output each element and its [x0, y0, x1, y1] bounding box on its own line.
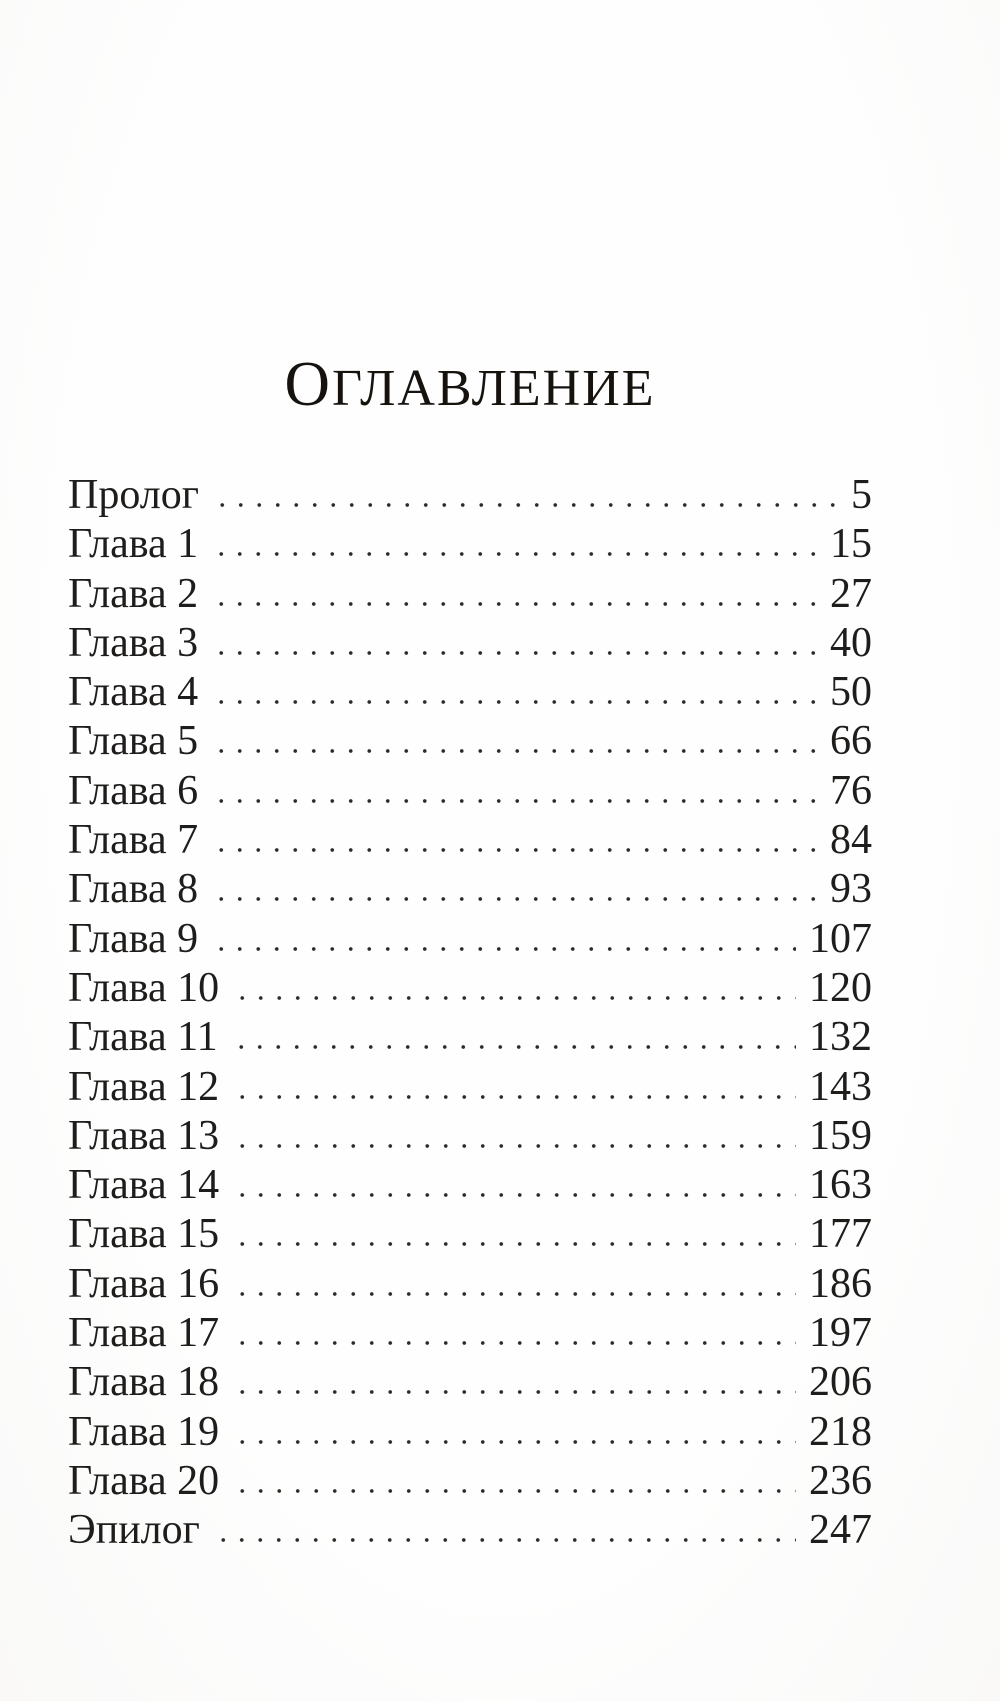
dot-leader: [207, 601, 817, 607]
toc-entry: [68, 1309, 872, 1358]
dot-leader: [228, 1488, 796, 1494]
dot-leader: [228, 1439, 796, 1445]
toc-entry-label: Глава 2: [68, 570, 199, 617]
toc-entry: [68, 1063, 872, 1112]
dot-leader: [228, 1241, 796, 1247]
toc-entry: [68, 915, 872, 964]
toc-entry-page: 186: [809, 1260, 872, 1307]
dot-leader: [207, 748, 817, 754]
dot-leader: [228, 1389, 796, 1395]
toc-entry: [68, 1013, 872, 1062]
toc-list: [68, 471, 872, 1556]
toc-entry-page: 218: [809, 1408, 872, 1455]
dot-leader: [228, 1291, 796, 1297]
toc-entry-label: Глава 19: [68, 1408, 220, 1455]
toc-entry: [68, 717, 872, 766]
toc-entry: [68, 865, 872, 914]
toc-entry-label: Эпилог: [68, 1507, 200, 1554]
toc-entry-page: 143: [809, 1063, 872, 1110]
toc-entry-page: 93: [830, 866, 872, 913]
toc-entry: [68, 1506, 872, 1555]
toc-entry: [68, 1358, 872, 1407]
toc-entry: [68, 964, 872, 1013]
toc-entry-page: 76: [830, 767, 872, 814]
dot-leader: [208, 502, 838, 508]
dot-leader: [228, 1192, 796, 1198]
toc-entry: [68, 619, 872, 668]
toc-entry: [68, 1112, 872, 1161]
toc-entry: [68, 1408, 872, 1457]
toc-entry: [68, 1457, 872, 1506]
toc-entry-label: Глава 4: [68, 669, 199, 716]
dot-leader: [207, 798, 817, 804]
toc-entry-page: 132: [809, 1014, 872, 1061]
toc-entry-label: Глава 8: [68, 866, 199, 913]
dot-leader: [228, 995, 796, 1001]
toc-entry-label: Пролог: [68, 472, 199, 518]
toc-entry: [68, 1161, 872, 1210]
toc-entry-label: Глава 9: [68, 915, 199, 962]
dot-leader: [209, 1537, 796, 1543]
title-rest: ГЛАВЛЕНИЕ: [331, 360, 656, 417]
dot-leader: [207, 699, 817, 705]
toc-entry-page: 5: [851, 472, 872, 518]
dot-leader: [228, 1094, 796, 1100]
toc-entry-page: 197: [809, 1310, 872, 1357]
toc-entry-label: Глава 12: [68, 1063, 220, 1110]
toc-entry-page: 163: [809, 1162, 872, 1209]
toc-entry-label: Глава 20: [68, 1457, 220, 1504]
toc-entry-label: Глава 10: [68, 964, 220, 1011]
toc-entry-label: Глава 6: [68, 767, 199, 814]
dot-leader: [207, 896, 817, 902]
toc-entry-page: 40: [830, 619, 872, 666]
dot-leader: [207, 946, 796, 952]
toc-entry-page: 66: [830, 718, 872, 765]
toc-entry-page: 206: [809, 1359, 872, 1406]
toc-entry-page: 120: [809, 964, 872, 1011]
toc-entry-page: 247: [809, 1507, 872, 1554]
toc-entry-page: 236: [809, 1457, 872, 1504]
toc-entry-label: Глава 15: [68, 1211, 220, 1258]
toc-entry-label: Глава 16: [68, 1260, 220, 1307]
toc-entry: [68, 570, 872, 619]
toc-entry-page: 15: [830, 521, 872, 568]
dot-leader: [228, 1340, 796, 1346]
toc-entry-label: Глава 14: [68, 1162, 220, 1209]
dot-leader: [207, 650, 817, 656]
toc-entry: [68, 1260, 872, 1309]
toc-entry-label: Глава 11: [68, 1014, 218, 1061]
page-title: [68, 349, 872, 420]
toc-entry-label: Глава 1: [68, 521, 199, 568]
toc-entry: [68, 767, 872, 816]
toc-entry-label: Глава 5: [68, 718, 199, 765]
toc-entry: [68, 520, 872, 569]
toc-entry: [68, 471, 872, 520]
toc-entry: [68, 668, 872, 717]
dot-leader: [207, 551, 817, 557]
toc-entry: [68, 1210, 872, 1259]
dot-leader: [227, 1044, 796, 1050]
toc-entry-page: 27: [830, 570, 872, 617]
dot-leader: [228, 1143, 796, 1149]
title-initial-letter: О: [284, 349, 332, 419]
toc-entry-label: Глава 7: [68, 817, 199, 864]
toc-entry-label: Глава 17: [68, 1310, 220, 1357]
toc-entry-label: Глава 13: [68, 1112, 220, 1159]
toc-entry-label: Глава 3: [68, 619, 199, 666]
toc-entry: [68, 816, 872, 865]
toc-entry-label: Глава 18: [68, 1359, 220, 1406]
toc-entry-page: 159: [809, 1112, 872, 1159]
dot-leader: [207, 847, 817, 853]
toc-entry-page: 50: [830, 669, 872, 716]
toc-entry-page: 177: [809, 1211, 872, 1258]
toc-entry-page: 84: [830, 817, 872, 864]
toc-entry-page: 107: [809, 915, 872, 962]
